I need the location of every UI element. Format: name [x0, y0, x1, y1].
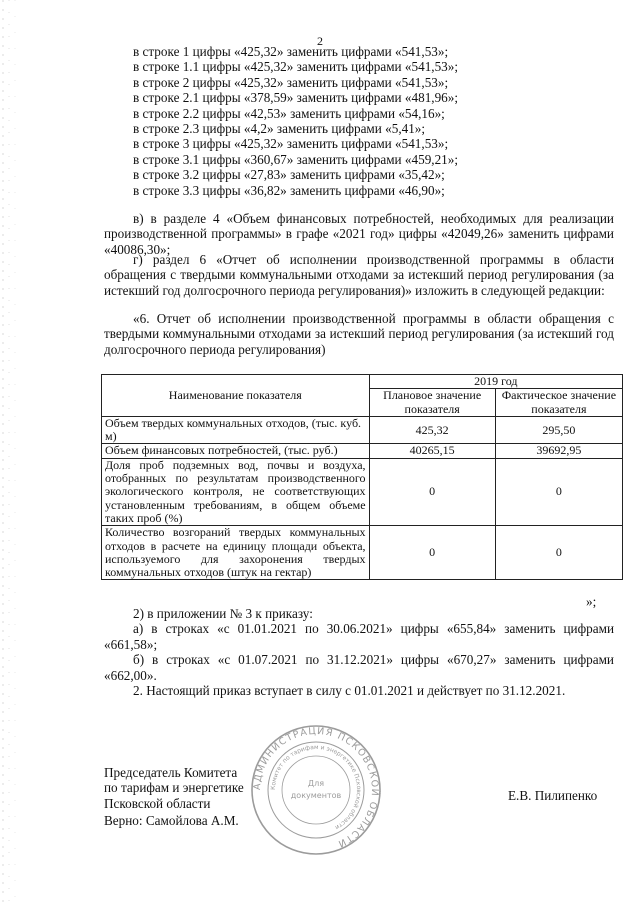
paragraph-final: 2. Настоящий приказ вступает в силу с 01.01.2021 и действует по 31.12.2021.: [133, 683, 566, 699]
seal-outer-text: АДМИНИСТРАЦИЯ ПСКОВСКОЙ ОБЛАСТИ: [251, 725, 381, 850]
official-seal: [248, 722, 384, 858]
paragraph-g: г) раздел 6 «Отчет об исполнении производственной программы в области обращения с твердыми коммунальными отходами за истекший период регулирования (за истекший год долгосрочного периода регулирования)» изложить в следующей редакции:: [104, 252, 614, 298]
signer-title-1: Председатель Комитета: [104, 765, 238, 780]
page-number: 2: [317, 34, 323, 48]
replacement-line: в строке 2 цифры «425,32» заменить цифрами «541,53»;: [133, 74, 449, 90]
row-fact: 0: [495, 458, 622, 525]
replacement-line: в строке 2.1 цифры «378,59» заменить цифрами «481,96»;: [133, 90, 459, 106]
seal-center-text-2: документов: [290, 791, 342, 800]
row-fact: 0: [495, 526, 622, 580]
replacement-line: в строке 3.2 цифры «27,83» заменить цифрами «35,42»;: [133, 167, 445, 183]
report-table: [101, 374, 623, 580]
section-title: «6. Отчет об исполнении производственной программы в области обращения с твердыми коммунальными отходами за истекший период регулирования (за истекший год долгосрочного периода регулирования): [104, 311, 614, 357]
header-plan: Плановое значение показателя: [369, 389, 495, 417]
signer-title-2: по тарифам и энергетике: [104, 780, 244, 796]
replacement-list: [133, 44, 458, 198]
row-fact: 295,50: [495, 416, 622, 444]
replacement-line: в строке 2.2 цифры «42,53» заменить цифрами «54,16»;: [133, 105, 445, 121]
scan-edge-noise: [0, 0, 28, 905]
row-plan: 0: [369, 458, 495, 525]
row-name: Доля проб подземных вод, почвы и воздуха, отобранных по результатам производственного экологического контроля, не соответствующих установленным требованиям, в общем объеме таких проб (%): [102, 458, 370, 525]
amendments-2: [104, 606, 614, 698]
paragraph-v: в) в разделе 4 «Объем финансовых потребностей, необходимых для реализации производственной программы» в графе «2021 год» цифры «42049,26» заменить цифрами «40086,30»;: [104, 211, 614, 257]
replacement-line: в строке 3.1 цифры «360,67» заменить цифрами «459,21»;: [133, 151, 459, 167]
header-fact: Фактическое значение показателя: [495, 389, 622, 417]
header-year: 2019 год: [369, 375, 622, 389]
row-name: Объем финансовых потребностей, (тыс. руб.): [102, 444, 370, 458]
signer-title-3: Псковской области: [104, 795, 211, 811]
row-fact: 39692,95: [495, 444, 622, 458]
paragraph-2b: б) в строках «с 01.07.2021 по 31.12.2021» цифры «670,27» заменить цифрами «662,00».: [104, 652, 614, 683]
signature-block: [104, 765, 244, 811]
table-row: [102, 416, 623, 444]
table-row: [102, 458, 623, 525]
signer-name: Е.В. Пилипенко: [508, 788, 598, 803]
certified-copy-note: Верно: Самойлова А.М.: [104, 813, 239, 828]
table-row: [102, 444, 623, 458]
row-plan: 40265,15: [369, 444, 495, 458]
replacement-line: в строке 2.3 цифры «4,2» заменить цифрами «5,41»;: [133, 121, 426, 137]
table-row: [102, 526, 623, 580]
replacement-line: в строке 1 цифры «425,32» заменить цифрами «541,53»;: [133, 44, 449, 59]
row-name: Объем твердых коммунальных отходов, (тыс. куб. м): [102, 416, 370, 444]
replacement-line: в строке 3.3 цифры «36,82» заменить цифрами «46,90»;: [133, 182, 445, 198]
seal-center-text-1: Для: [307, 779, 325, 788]
replacement-line: в строке 1.1 цифры «425,32» заменить цифрами «541,53»;: [133, 59, 459, 75]
seal-inner-text: Комитет по тарифам и энергетике Псковской области: [269, 743, 363, 831]
row-plan: 425,32: [369, 416, 495, 444]
paragraph-2: 2) в приложении № 3 к приказу:: [133, 606, 313, 621]
row-name: Количество возгораний твердых коммунальных отходов в расчете на единицу площади объекта, используемого для захоронения твердых коммунальных отходов (штук на гектар): [102, 526, 370, 580]
header-name: Наименование показателя: [102, 375, 370, 417]
replacement-line: в строке 3 цифры «425,32» заменить цифрами «541,53»;: [133, 136, 449, 152]
paragraph-2a: а) в строках «с 01.01.2021 по 30.06.2021» цифры «655,84» заменить цифрами «661,58»;: [104, 621, 614, 652]
table-closing-quote: »;: [586, 594, 597, 609]
row-plan: 0: [369, 526, 495, 580]
